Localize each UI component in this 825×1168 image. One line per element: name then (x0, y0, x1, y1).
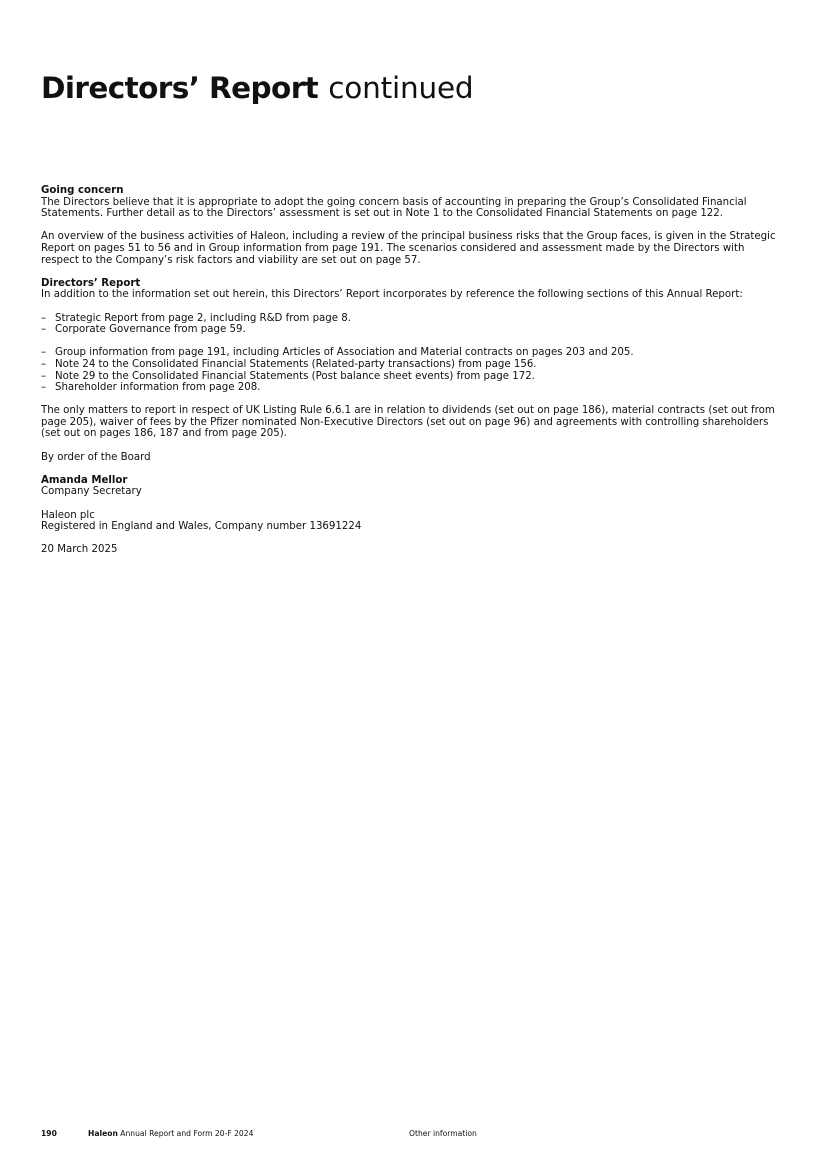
page-number: 190 (41, 1129, 57, 1138)
page-title-suffix: continued (328, 71, 474, 105)
footer-report-title (88, 1129, 253, 1139)
list-item: – Note 24 to the Consolidated Financial Statements (Related-party transactions) from page 156. (41, 359, 781, 371)
listing-rule-paragraph: The only matters to report in respect of UK Listing Rule 6.6.1 are in relation to dividends (set out on page 186), material contracts (set out from page 205), waiver of fees by the Pfizer nominated Non-Executive Directors (set out on page 96) and agreements with controlling shareholders (set out on pages 186, 187 and from page 205). (41, 405, 775, 440)
list-item: – Group information from page 191, including Articles of Association and Material contracts on pages 203 and 205. (41, 347, 781, 359)
page-title (41, 68, 473, 108)
reference-list-1 (41, 313, 781, 336)
directors-report-heading: Directors’ Report (41, 277, 141, 289)
list-item: – Shareholder information from page 208. (41, 382, 781, 394)
company-name: Haleon plc (41, 509, 95, 521)
list-item: – Corporate Governance from page 59. (41, 324, 781, 336)
list-item: – Note 29 to the Consolidated Financial Statements (Post balance sheet events) from page 172. (41, 371, 781, 383)
footer-report-name: Annual Report and Form 20-F 2024 (120, 1129, 254, 1138)
going-concern-paragraph-1: The Directors believe that it is appropriate to adopt the going concern basis of accounting in preparing the Group’s Consolidated Financial Statements. Further detail as to the Directors’ assessment is set out in Note 1 to the Consolidated Financial Statements on page 122. (41, 196, 747, 220)
signatory-role: Company Secretary (41, 486, 142, 498)
list-item: – Strategic Report from page 2, including R&D from page 8. (41, 313, 781, 325)
footer-section: Other information (409, 1129, 477, 1138)
going-concern-paragraph-2: An overview of the business activities of Haleon, including a review of the principal business risks that the Group faces, is given in the Strategic Report on pages 51 to 56 and in Group information from page 191. The scenarios considered and assessment made by the Directors with respect to the Company’s risk factors and viability are set out on page 57. (41, 231, 776, 266)
footer-brand: Haleon (88, 1129, 118, 1138)
reference-list-2 (41, 347, 781, 393)
directors-report-intro: In addition to the information set out herein, this Directors’ Report incorporates by reference the following sections of this Annual Report: (41, 289, 743, 301)
board-order-text: By order of the Board (41, 451, 151, 463)
page-footer (41, 1129, 781, 1141)
going-concern-heading: Going concern (41, 185, 124, 196)
company-registration: Registered in England and Wales, Company number 13691224 (41, 521, 362, 533)
report-date: 20 March 2025 (41, 544, 118, 556)
report-body (41, 185, 781, 556)
signatory-name: Amanda Mellor (41, 474, 128, 486)
page-title-main: Directors’ Report (41, 71, 319, 105)
